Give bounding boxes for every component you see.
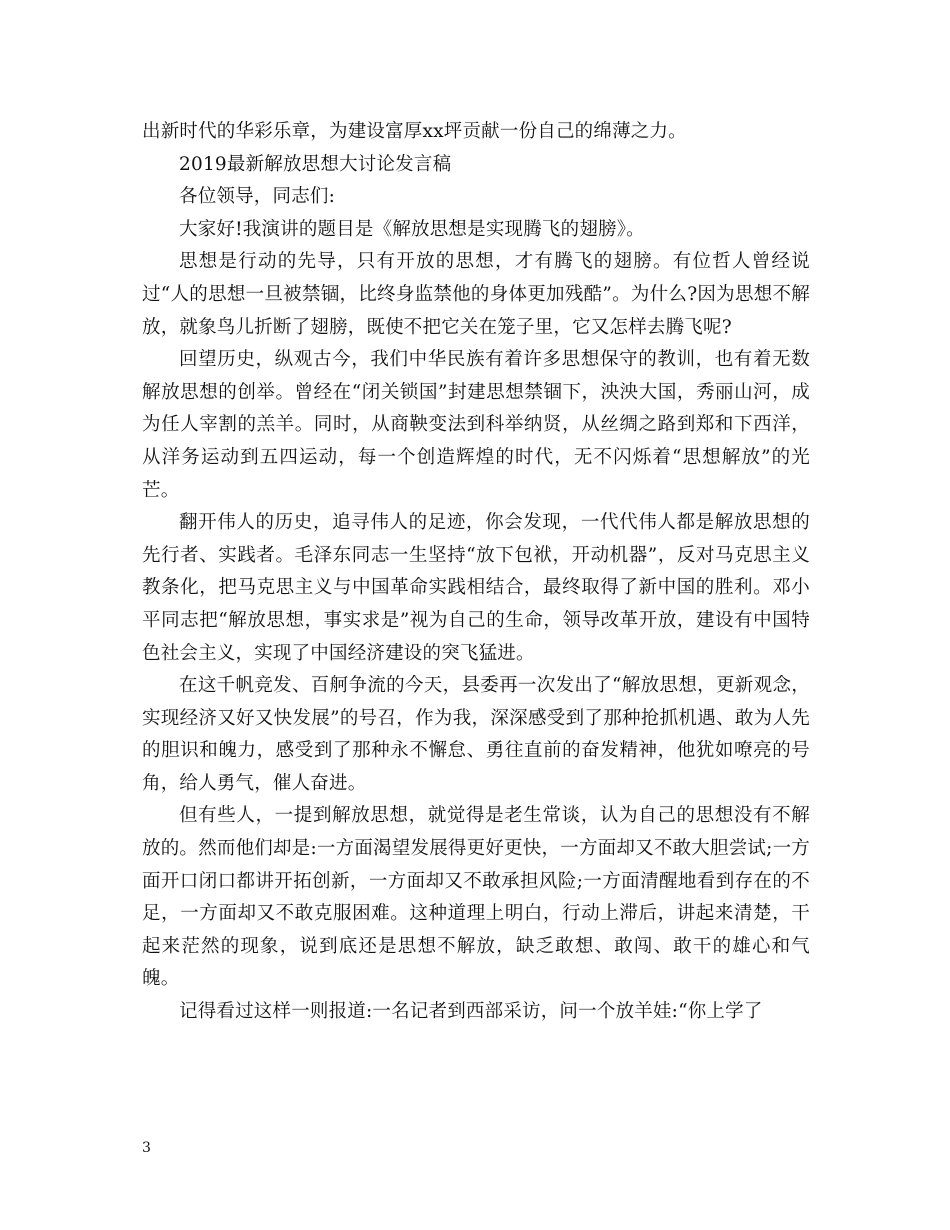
paragraph-continuation: 出新时代的华彩乐章，为建设富厚xx坪贡献一份自己的绵薄之力。: [142, 121, 687, 142]
paragraph: 大家好!我演讲的题目是《解放思想是实现腾飞的翅膀》。: [179, 218, 645, 240]
paragraph: 记得看过这样一则报道:一名记者到西部采访，问一个放羊娃:“你上学了: [179, 1001, 763, 1023]
paragraph: 翻开伟人的历史，追寻伟人的足迹，你会发现，一代代伟人都是解放思想的先行者、实践者。毛泽东同志一生坚持“放下包袱，开动机器”，反对马克思主义教条化，把马克思主义与中国革命实践相结合，最终取得了新中国的胜利。邓小平同志把“解放思想，事实求是”视为自己的生命，领导改革开放，建设有中国特色社会主义，实现了中国经济建设的突飞猛进。: [142, 512, 810, 664]
document-body: [142, 116, 810, 1029]
salutation: 各位领导，同志们:: [179, 186, 336, 208]
paragraph: 思想是行动的先导，只有开放的思想，才有腾飞的翅膀。有位哲人曾经说过“人的思想一旦被禁锢，比终身监禁他的身体更加残酷”。为什么?因为思想不解放，就象鸟儿折断了翅膀，既使不把它关在笼子里，它又怎样去腾飞呢?: [142, 251, 810, 338]
paragraph: 回望历史，纵观古今，我们中华民族有着许多思想保守的教训，也有着无数解放思想的创举。曾经在“闭关锁国”封建思想禁锢下，泱泱大国，秀丽山河，成为任人宰割的羔羊。同时，从商鞅变法到科举纳贤，从丝绸之路到郑和下西洋，从洋务运动到五四运动，每一个创造辉煌的时代，无不闪烁着“思想解放”的光芒。: [142, 349, 810, 501]
paragraph: 在这千帆竞发、百舸争流的今天，县委再一次发出了“解放思想，更新观念，实现经济又好又快发展”的号召，作为我，深深感受到了那种抢抓机遇、敢为人先的胆识和魄力，感受到了那种永不懈怠、勇往直前的奋发精神，他犹如嘹亮的号角，给人勇气，催人奋进。: [142, 675, 810, 794]
page-number: 3: [142, 1140, 151, 1156]
paragraph: 但有些人，一提到解放思想，就觉得是老生常谈，认为自己的思想没有不解放的。然而他们却是:一方面渴望发展得更好更快，一方面却又不敢大胆尝试;一方面开口闭口都讲开拓创新，一方面却又不敢承担风险;一方面清醒地看到存在的不足，一方面却又不敢克服困难。这种道理上明白，行动上滞后，讲起来清楚，干起来茫然的现象，说到底还是思想不解放，缺乏敢想、敢闯、敢干的雄心和气魄。: [142, 805, 810, 990]
speech-title: 2019最新解放思想大讨论发言稿: [179, 153, 452, 175]
